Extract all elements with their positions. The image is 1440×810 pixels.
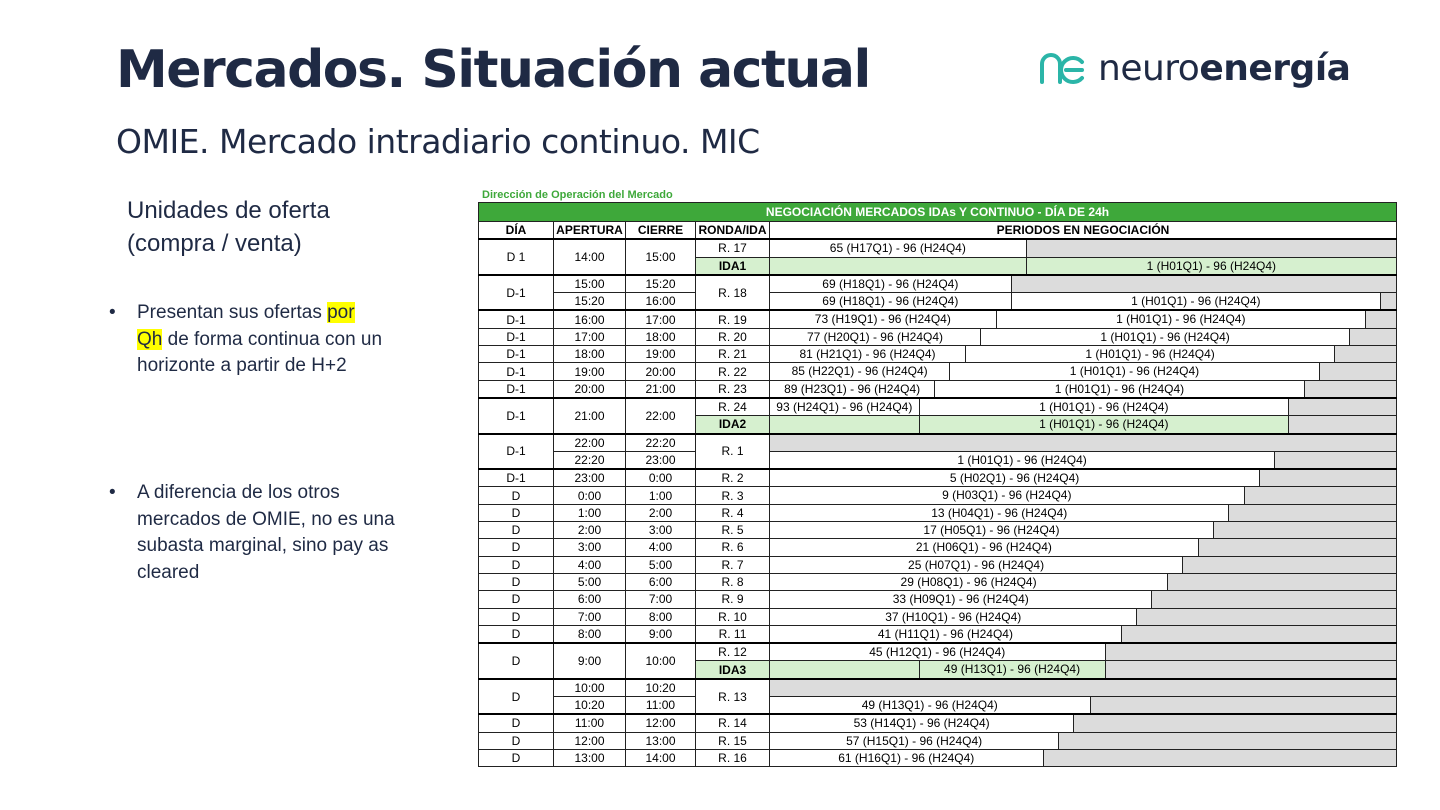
slide-title: Mercados. Situación actual — [116, 40, 870, 100]
logo-wordmark — [1098, 48, 1350, 89]
period-segment-empty — [770, 258, 1027, 274]
logo-light-text: neuro — [1098, 47, 1200, 89]
period-segment: 33 (H09Q1) - 96 (H24Q4) — [770, 591, 1152, 607]
day-cell: D-1 — [479, 310, 554, 328]
open-cell: 23:00 — [554, 469, 626, 487]
table-row — [479, 363, 1397, 380]
round-cell: R. 2 — [696, 469, 770, 487]
close-cell: 12:00 — [626, 714, 696, 732]
ne-logo-mark-icon — [1038, 48, 1086, 88]
table-row — [479, 293, 1397, 311]
close-cell: 1:00 — [626, 487, 696, 504]
period-segment: 49 (H13Q1) - 96 (H24Q4) — [920, 661, 1106, 677]
period-segment-empty — [770, 416, 920, 432]
table-row — [479, 625, 1397, 643]
close-cell: 8:00 — [626, 608, 696, 625]
period-segment: 85 (H22Q1) - 96 (H24Q4) — [770, 363, 950, 379]
period-segment: 1 (H01Q1) - 96 (H24Q4) — [770, 452, 1275, 468]
table-row — [479, 539, 1397, 556]
close-cell: 22:20 — [626, 434, 696, 452]
close-cell: 10:00 — [626, 643, 696, 679]
table-row — [479, 380, 1397, 398]
units-heading — [127, 194, 457, 260]
day-cell: D-1 — [479, 328, 554, 345]
day-cell: D-1 — [479, 380, 554, 398]
col-periodos: PERIODOS EN NEGOCIACIÓN — [770, 222, 1397, 240]
highlight-por: por — [327, 302, 355, 323]
col-cierre: CIERRE — [626, 222, 696, 240]
table-row — [479, 573, 1397, 590]
table-row — [479, 608, 1397, 625]
open-cell: 11:00 — [554, 714, 626, 732]
table-row — [479, 522, 1397, 539]
day-cell: D — [479, 608, 554, 625]
close-cell: 4:00 — [626, 539, 696, 556]
close-cell: 3:00 — [626, 522, 696, 539]
open-cell: 10:20 — [554, 697, 626, 715]
round-cell: R. 1 — [696, 434, 770, 470]
bullet-ofertas-post: de forma continua con un horizonte a partir de H+2 — [137, 328, 383, 376]
period-segment: 37 (H10Q1) - 96 (H24Q4) — [770, 609, 1137, 625]
day-cell: D — [479, 643, 554, 679]
close-cell: 21:00 — [626, 380, 696, 398]
table-banner: NEGOCIACIÓN MERCADOS IDAs Y CONTINUO - DÍA DE 24h — [479, 203, 1397, 222]
table-row — [479, 310, 1397, 328]
open-cell: 18:00 — [554, 346, 626, 363]
period-segment: 1 (H01Q1) - 96 (H24Q4) — [950, 363, 1319, 379]
close-cell: 9:00 — [626, 625, 696, 643]
open-cell: 5:00 — [554, 573, 626, 590]
open-cell: 3:00 — [554, 539, 626, 556]
ida-cell: IDA1 — [696, 257, 770, 275]
day-cell: D — [479, 749, 554, 766]
period-segment: 5 (H02Q1) - 96 (H24Q4) — [770, 470, 1260, 486]
day-cell: D — [479, 732, 554, 749]
ida-cell: IDA3 — [696, 661, 770, 679]
logo-bold-text: energía — [1199, 47, 1351, 89]
round-cell: R. 12 — [696, 643, 770, 661]
round-cell: R. 14 — [696, 714, 770, 732]
open-cell: 8:00 — [554, 625, 626, 643]
close-cell: 13:00 — [626, 732, 696, 749]
round-cell: R. 17 — [696, 239, 770, 257]
close-cell: 16:00 — [626, 293, 696, 311]
round-cell: R. 3 — [696, 487, 770, 504]
period-segment: 77 (H20Q1) - 96 (H24Q4) — [770, 329, 981, 345]
open-cell: 22:00 — [554, 434, 626, 452]
round-cell: R. 8 — [696, 573, 770, 590]
open-cell: 12:00 — [554, 732, 626, 749]
round-cell: R. 9 — [696, 591, 770, 608]
day-cell: D-1 — [479, 346, 554, 363]
day-cell: D — [479, 591, 554, 608]
round-cell: R. 6 — [696, 539, 770, 556]
table-row — [479, 275, 1397, 293]
open-cell: 13:00 — [554, 749, 626, 766]
col-apertura: APERTURA — [554, 222, 626, 240]
day-cell: D — [479, 679, 554, 715]
day-cell: D — [479, 625, 554, 643]
open-cell: 7:00 — [554, 608, 626, 625]
close-cell: 14:00 — [626, 749, 696, 766]
close-cell: 11:00 — [626, 697, 696, 715]
table-row — [479, 749, 1397, 766]
open-cell: 0:00 — [554, 487, 626, 504]
doc-header: Dirección de Operación del Mercado — [482, 189, 673, 201]
open-cell: 16:00 — [554, 310, 626, 328]
table-row — [479, 434, 1397, 452]
round-cell: R. 4 — [696, 504, 770, 521]
period-segment: 1 (H01Q1) - 96 (H24Q4) — [1012, 293, 1381, 309]
open-cell: 4:00 — [554, 556, 626, 573]
round-cell: R. 7 — [696, 556, 770, 573]
period-segment: 45 (H12Q1) - 96 (H24Q4) — [770, 644, 1106, 660]
table-row — [479, 697, 1397, 715]
period-segment: 1 (H01Q1) - 96 (H24Q4) — [981, 329, 1350, 345]
close-cell: 2:00 — [626, 504, 696, 521]
close-cell: 5:00 — [626, 556, 696, 573]
close-cell: 15:20 — [626, 275, 696, 293]
table-row — [479, 714, 1397, 732]
period-segment: 1 (H01Q1) - 96 (H24Q4) — [1027, 258, 1396, 274]
col-dia: DÍA — [479, 222, 554, 240]
close-cell: 20:00 — [626, 363, 696, 380]
period-segment: 41 (H11Q1) - 96 (H24Q4) — [770, 626, 1122, 642]
table-row — [479, 328, 1397, 345]
period-empty-bar — [770, 680, 1396, 696]
table-row — [479, 556, 1397, 573]
period-segment: 93 (H24Q1) - 96 (H24Q4) — [770, 399, 920, 415]
period-segment: 9 (H03Q1) - 96 (H24Q4) — [770, 487, 1245, 503]
period-segment: 89 (H23Q1) - 96 (H24Q4) — [770, 381, 935, 397]
period-segment: 57 (H15Q1) - 96 (H24Q4) — [770, 733, 1059, 749]
open-cell: 15:20 — [554, 293, 626, 311]
open-cell: 15:00 — [554, 275, 626, 293]
open-cell: 22:20 — [554, 451, 626, 469]
period-segment-empty — [770, 661, 920, 677]
table-row — [479, 643, 1397, 661]
close-cell: 18:00 — [626, 328, 696, 345]
open-cell: 10:00 — [554, 679, 626, 697]
bullet-pay-as-cleared: • A diferencia de los otros mercados de OMIE, no es una subasta marginal, sino pay as cleared — [137, 480, 407, 586]
units-heading-line1: Unidades de oferta — [127, 197, 330, 224]
round-cell: R. 5 — [696, 522, 770, 539]
slide-subtitle: OMIE. Mercado intradiario continuo. MIC — [116, 122, 760, 161]
round-cell: R. 19 — [696, 310, 770, 328]
day-cell: D-1 — [479, 434, 554, 470]
day-cell: D — [479, 556, 554, 573]
table-row — [479, 732, 1397, 749]
day-cell: D-1 — [479, 469, 554, 487]
round-cell: R. 16 — [696, 749, 770, 766]
table-row — [479, 487, 1397, 504]
period-empty-bar — [770, 435, 1396, 451]
day-cell: D 1 — [479, 239, 554, 275]
day-cell: D — [479, 504, 554, 521]
period-segment: 1 (H01Q1) - 96 (H24Q4) — [997, 311, 1366, 327]
period-segment: 21 (H06Q1) - 96 (H24Q4) — [770, 539, 1199, 555]
round-cell: R. 10 — [696, 608, 770, 625]
period-segment: 25 (H07Q1) - 96 (H24Q4) — [770, 557, 1183, 573]
close-cell: 7:00 — [626, 591, 696, 608]
period-segment: 29 (H08Q1) - 96 (H24Q4) — [770, 574, 1168, 590]
round-cell: R. 15 — [696, 732, 770, 749]
bullet-ofertas-pre: Presentan sus ofertas — [137, 302, 328, 323]
round-cell: R. 21 — [696, 346, 770, 363]
negotiation-table — [478, 202, 1397, 767]
day-cell: D-1 — [479, 363, 554, 380]
close-cell: 23:00 — [626, 451, 696, 469]
round-cell: R. 13 — [696, 679, 770, 715]
close-cell: 19:00 — [626, 346, 696, 363]
open-cell: 6:00 — [554, 591, 626, 608]
close-cell: 22:00 — [626, 398, 696, 434]
round-cell: R. 24 — [696, 398, 770, 416]
table-row — [479, 469, 1397, 487]
day-cell: D — [479, 573, 554, 590]
period-segment: 49 (H13Q1) - 96 (H24Q4) — [770, 697, 1091, 713]
table-row — [479, 451, 1397, 469]
period-segment: 73 (H19Q1) - 96 (H24Q4) — [770, 311, 997, 327]
units-heading-line2: (compra / venta) — [127, 230, 302, 257]
open-cell: 2:00 — [554, 522, 626, 539]
period-segment: 69 (H18Q1) - 96 (H24Q4) — [770, 276, 1012, 292]
period-segment: 69 (H18Q1) - 96 (H24Q4) — [770, 293, 1012, 309]
round-cell: R. 22 — [696, 363, 770, 380]
day-cell: D — [479, 487, 554, 504]
period-segment: 17 (H05Q1) - 96 (H24Q4) — [770, 522, 1214, 538]
day-cell: D — [479, 522, 554, 539]
open-cell: 17:00 — [554, 328, 626, 345]
period-segment: 1 (H01Q1) - 96 (H24Q4) — [966, 346, 1335, 362]
period-segment: 1 (H01Q1) - 96 (H24Q4) — [935, 381, 1304, 397]
highlight-qh: Qh — [137, 328, 163, 350]
period-segment: 1 (H01Q1) - 96 (H24Q4) — [920, 399, 1289, 415]
round-cell: R. 18 — [696, 275, 770, 311]
close-cell: 17:00 — [626, 310, 696, 328]
period-segment: 53 (H14Q1) - 96 (H24Q4) — [770, 715, 1074, 731]
round-cell: R. 11 — [696, 625, 770, 643]
open-cell: 9:00 — [554, 643, 626, 679]
day-cell: D — [479, 539, 554, 556]
neuroenergia-logo — [1038, 48, 1350, 88]
period-segment: 81 (H21Q1) - 96 (H24Q4) — [770, 346, 966, 362]
table-row — [479, 239, 1397, 257]
day-cell: D — [479, 714, 554, 732]
col-ronda: RONDA/IDA — [696, 222, 770, 240]
round-cell: R. 20 — [696, 328, 770, 345]
table-row — [479, 679, 1397, 697]
day-cell: D-1 — [479, 275, 554, 311]
table-row — [479, 398, 1397, 416]
close-cell: 0:00 — [626, 469, 696, 487]
open-cell: 21:00 — [554, 398, 626, 434]
bullet-ofertas — [137, 300, 407, 380]
open-cell: 19:00 — [554, 363, 626, 380]
open-cell: 14:00 — [554, 239, 626, 275]
period-segment: 61 (H16Q1) - 96 (H24Q4) — [770, 750, 1044, 766]
day-cell: D-1 — [479, 398, 554, 434]
table-row — [479, 504, 1397, 521]
close-cell: 10:20 — [626, 679, 696, 697]
period-segment: 65 (H17Q1) - 96 (H24Q4) — [770, 240, 1027, 256]
table-row — [479, 591, 1397, 608]
period-segment: 1 (H01Q1) - 96 (H24Q4) — [920, 416, 1289, 432]
open-cell: 1:00 — [554, 504, 626, 521]
round-cell: R. 23 — [696, 380, 770, 398]
period-segment: 13 (H04Q1) - 96 (H24Q4) — [770, 505, 1229, 521]
close-cell: 15:00 — [626, 239, 696, 275]
ida-cell: IDA2 — [696, 416, 770, 434]
table-row — [479, 346, 1397, 363]
open-cell: 20:00 — [554, 380, 626, 398]
close-cell: 6:00 — [626, 573, 696, 590]
